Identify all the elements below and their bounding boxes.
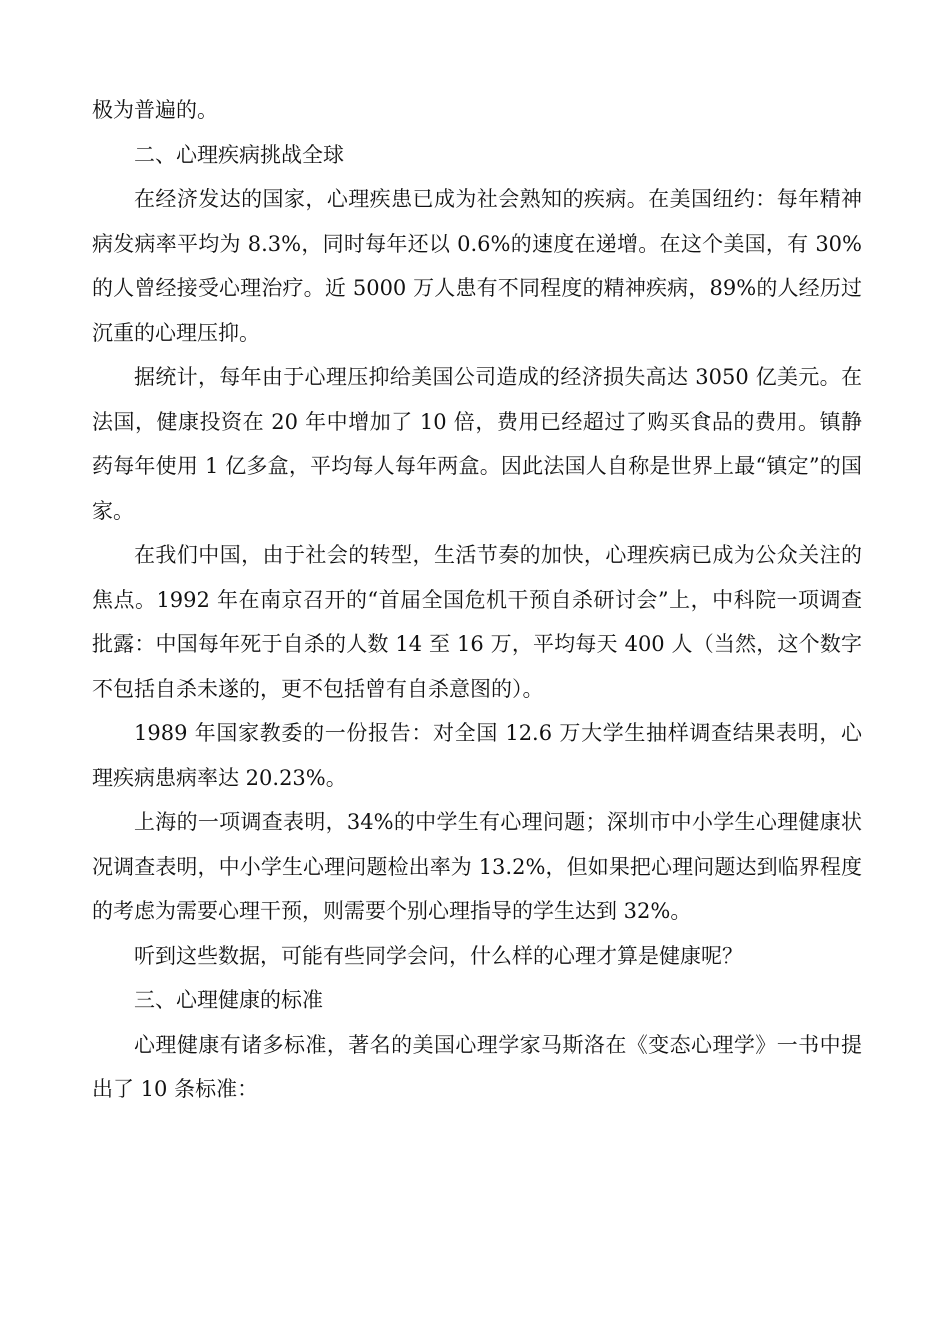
continuation-text: 极为普遍的。 [92,98,218,122]
document-page [92,88,862,1112]
paragraph-statistics: 据统计，每年由于心理压抑给美国公司造成的经济损失高达 3050 亿美元。在法国，健康投资在 20 年中增加了 10 倍，费用已经超过了购买食品的费用。镇静药每年使用 1 亿多盒，平均每人每年两盒。因此法国人自称是世界上最“镇定”的国家。 [92,365,862,523]
section-heading-3: 三、心理健康的标准 [134,988,323,1012]
paragraph-shanghai: 上海的一项调查表明，34%的中学生有心理问题；深圳市中小学生心理健康状况调查表明，中小学生心理问题检出率为 13.2%，但如果把心理问题达到临界程度的考虑为需要心理干预，则需要个别心理指导的学生达到 32%。 [92,810,862,923]
paragraph-maslow: 心理健康有诸多标准，著名的美国心理学家马斯洛在《变态心理学》一书中提出了 10 条标准： [92,1032,862,1101]
paragraph-developed-countries: 在经济发达的国家，心理疾患已成为社会熟知的疾病。在美国纽约：每年精神病发病率平均为 8.3%，同时每年还以 0.6%的速度在递增。在这个美国，有 30%的人曾经接受心理治疗。近 5000 万人患有不同程度的精神疾病，89%的人经历过沉重的心理压抑。 [92,187,862,345]
section-heading-2: 二、心理疾病挑战全球 [134,142,344,167]
paragraph-1989-report: 1989 年国家教委的一份报告：对全国 12.6 万大学生抽样调查结果表明，心理疾病患病率达 20.23%。 [92,721,862,790]
paragraph-china: 在我们中国，由于社会的转型，生活节奏的加快，心理疾病已成为公众关注的焦点。1992 年在南京召开的“首届全国危机干预自杀研讨会”上，中科院一项调查批露：中国每年死于自杀的人数 14 至 16 万，平均每天 400 人（当然，这个数字不包括自杀未遂的，更不包括曾有自杀意图的）。 [92,543,862,701]
paragraph-question: 听到这些数据，可能有些同学会问，什么样的心理才算是健康呢？ [134,943,743,968]
